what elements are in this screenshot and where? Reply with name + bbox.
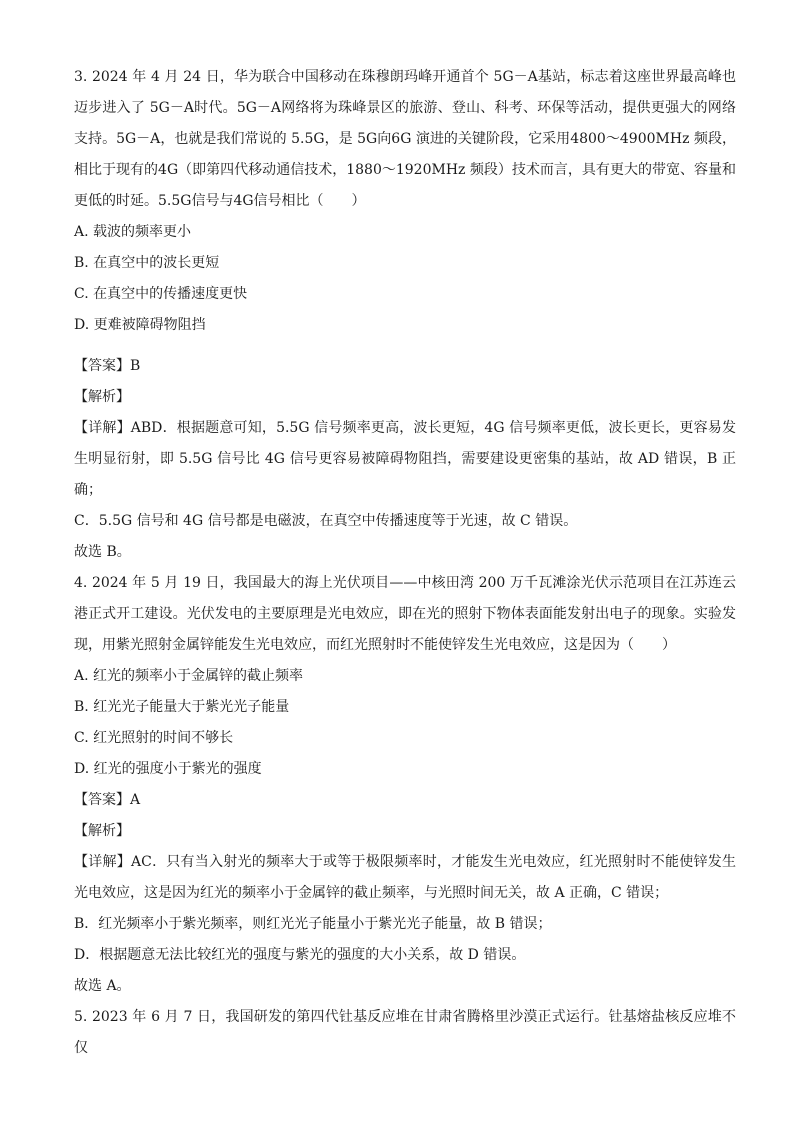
document-content <box>74 62 736 1064</box>
question-3-conclusion: 故选 B。 <box>74 544 131 560</box>
question-4-detail-1: 【详解】AC．只有当入射光的频率大于或等于极限频率时，才能发生光电效应，红光照射时不能使锌发生光电效应，这是因为红光的频率小于金属锌的截止频率，与光照时间无关，故 A 正确，C 错误； <box>74 854 736 901</box>
question-3-option-c: C. 在真空中的传播速度更快 <box>74 286 248 302</box>
question-3-option-d: D. 更难被障碍物阻挡 <box>74 317 206 333</box>
question-4-detail-2: B．红光频率小于紫光频率，则红光光子能量小于紫光光子能量，故 B 错误； <box>74 916 552 932</box>
question-3-answer: 【答案】B <box>74 358 141 374</box>
question-3-stem: 3. 2024 年 4 月 24 日，华为联合中国移动在珠穆朗玛峰开通首个 5G－A基站，标志着这座世界最高峰也迈步进入了 5G－A时代。5G－A网络将为珠峰景区的旅游、登山、科考、环保等活动，提供更强大的网络支持。5G－A，也就是我们常说的 5.5G，是 5G向6G 演进的关键阶段，它采用4800～4900MHz 频段，相比于现有的4G（即第四代移动通信技术，1880～1920MHz 频段）技术而言，具有更大的带宽、容量和更低的时延。5.5G信号与4G信号相比（ ） <box>74 69 736 209</box>
question-3-detail-2: C．5.5G 信号和 4G 信号都是电磁波，在真空中传播速度等于光速，故 C 错误。 <box>74 513 578 529</box>
question-5-stem: 5. 2023 年 6 月 7 日，我国研发的第四代钍基反应堆在甘肃省腾格里沙漠正式运行。钍基熔盐核反应堆不仅 <box>74 1009 736 1056</box>
question-4-stem: 4. 2024 年 5 月 19 日，我国最大的海上光伏项目——中核田湾 200 万千瓦滩涂光伏示范项目在江苏连云港正式开工建设。光伏发电的主要原理是光电效应，即在光的照射下物体表面能发射出电子的现象。实验发现，用紫光照射金属锌能发生光电效应，而红光照射时不能使锌发生光电效应，这是因为（ ） <box>74 575 736 653</box>
question-3-option-a: A. 载波的频率更小 <box>74 224 192 240</box>
question-4-option-a: A. 红光的频率小于金属锌的截止频率 <box>74 668 304 684</box>
question-4-answer: 【答案】A <box>74 792 141 808</box>
question-4-conclusion: 故选 A。 <box>74 978 131 994</box>
question-3-option-b: B. 在真空中的波长更短 <box>74 255 220 271</box>
question-4-detail-3: D．根据题意无法比较红光的强度与紫光的强度的大小关系，故 D 错误。 <box>74 947 526 963</box>
question-4-option-d: D. 红光的强度小于紫光的强度 <box>74 761 262 777</box>
question-4-option-b: B. 红光光子能量大于紫光光子能量 <box>74 699 290 715</box>
question-4-analysis-label: 【解析】 <box>74 823 130 839</box>
question-3-detail-1: 【详解】ABD．根据题意可知，5.5G 信号频率更高，波长更短，4G 信号频率更低，波长更长，更容易发生明显衍射，即 5.5G 信号比 4G 信号更容易被障碍物阻挡，需要建设更密集的基站，故 AD 错误，B 正确； <box>74 420 736 498</box>
question-3-analysis-label: 【解析】 <box>74 389 130 405</box>
question-5 <box>74 1002 736 1064</box>
question-4-option-c: C. 红光照射的时间不够长 <box>74 730 234 746</box>
question-3 <box>74 62 736 568</box>
question-4 <box>74 568 736 1002</box>
